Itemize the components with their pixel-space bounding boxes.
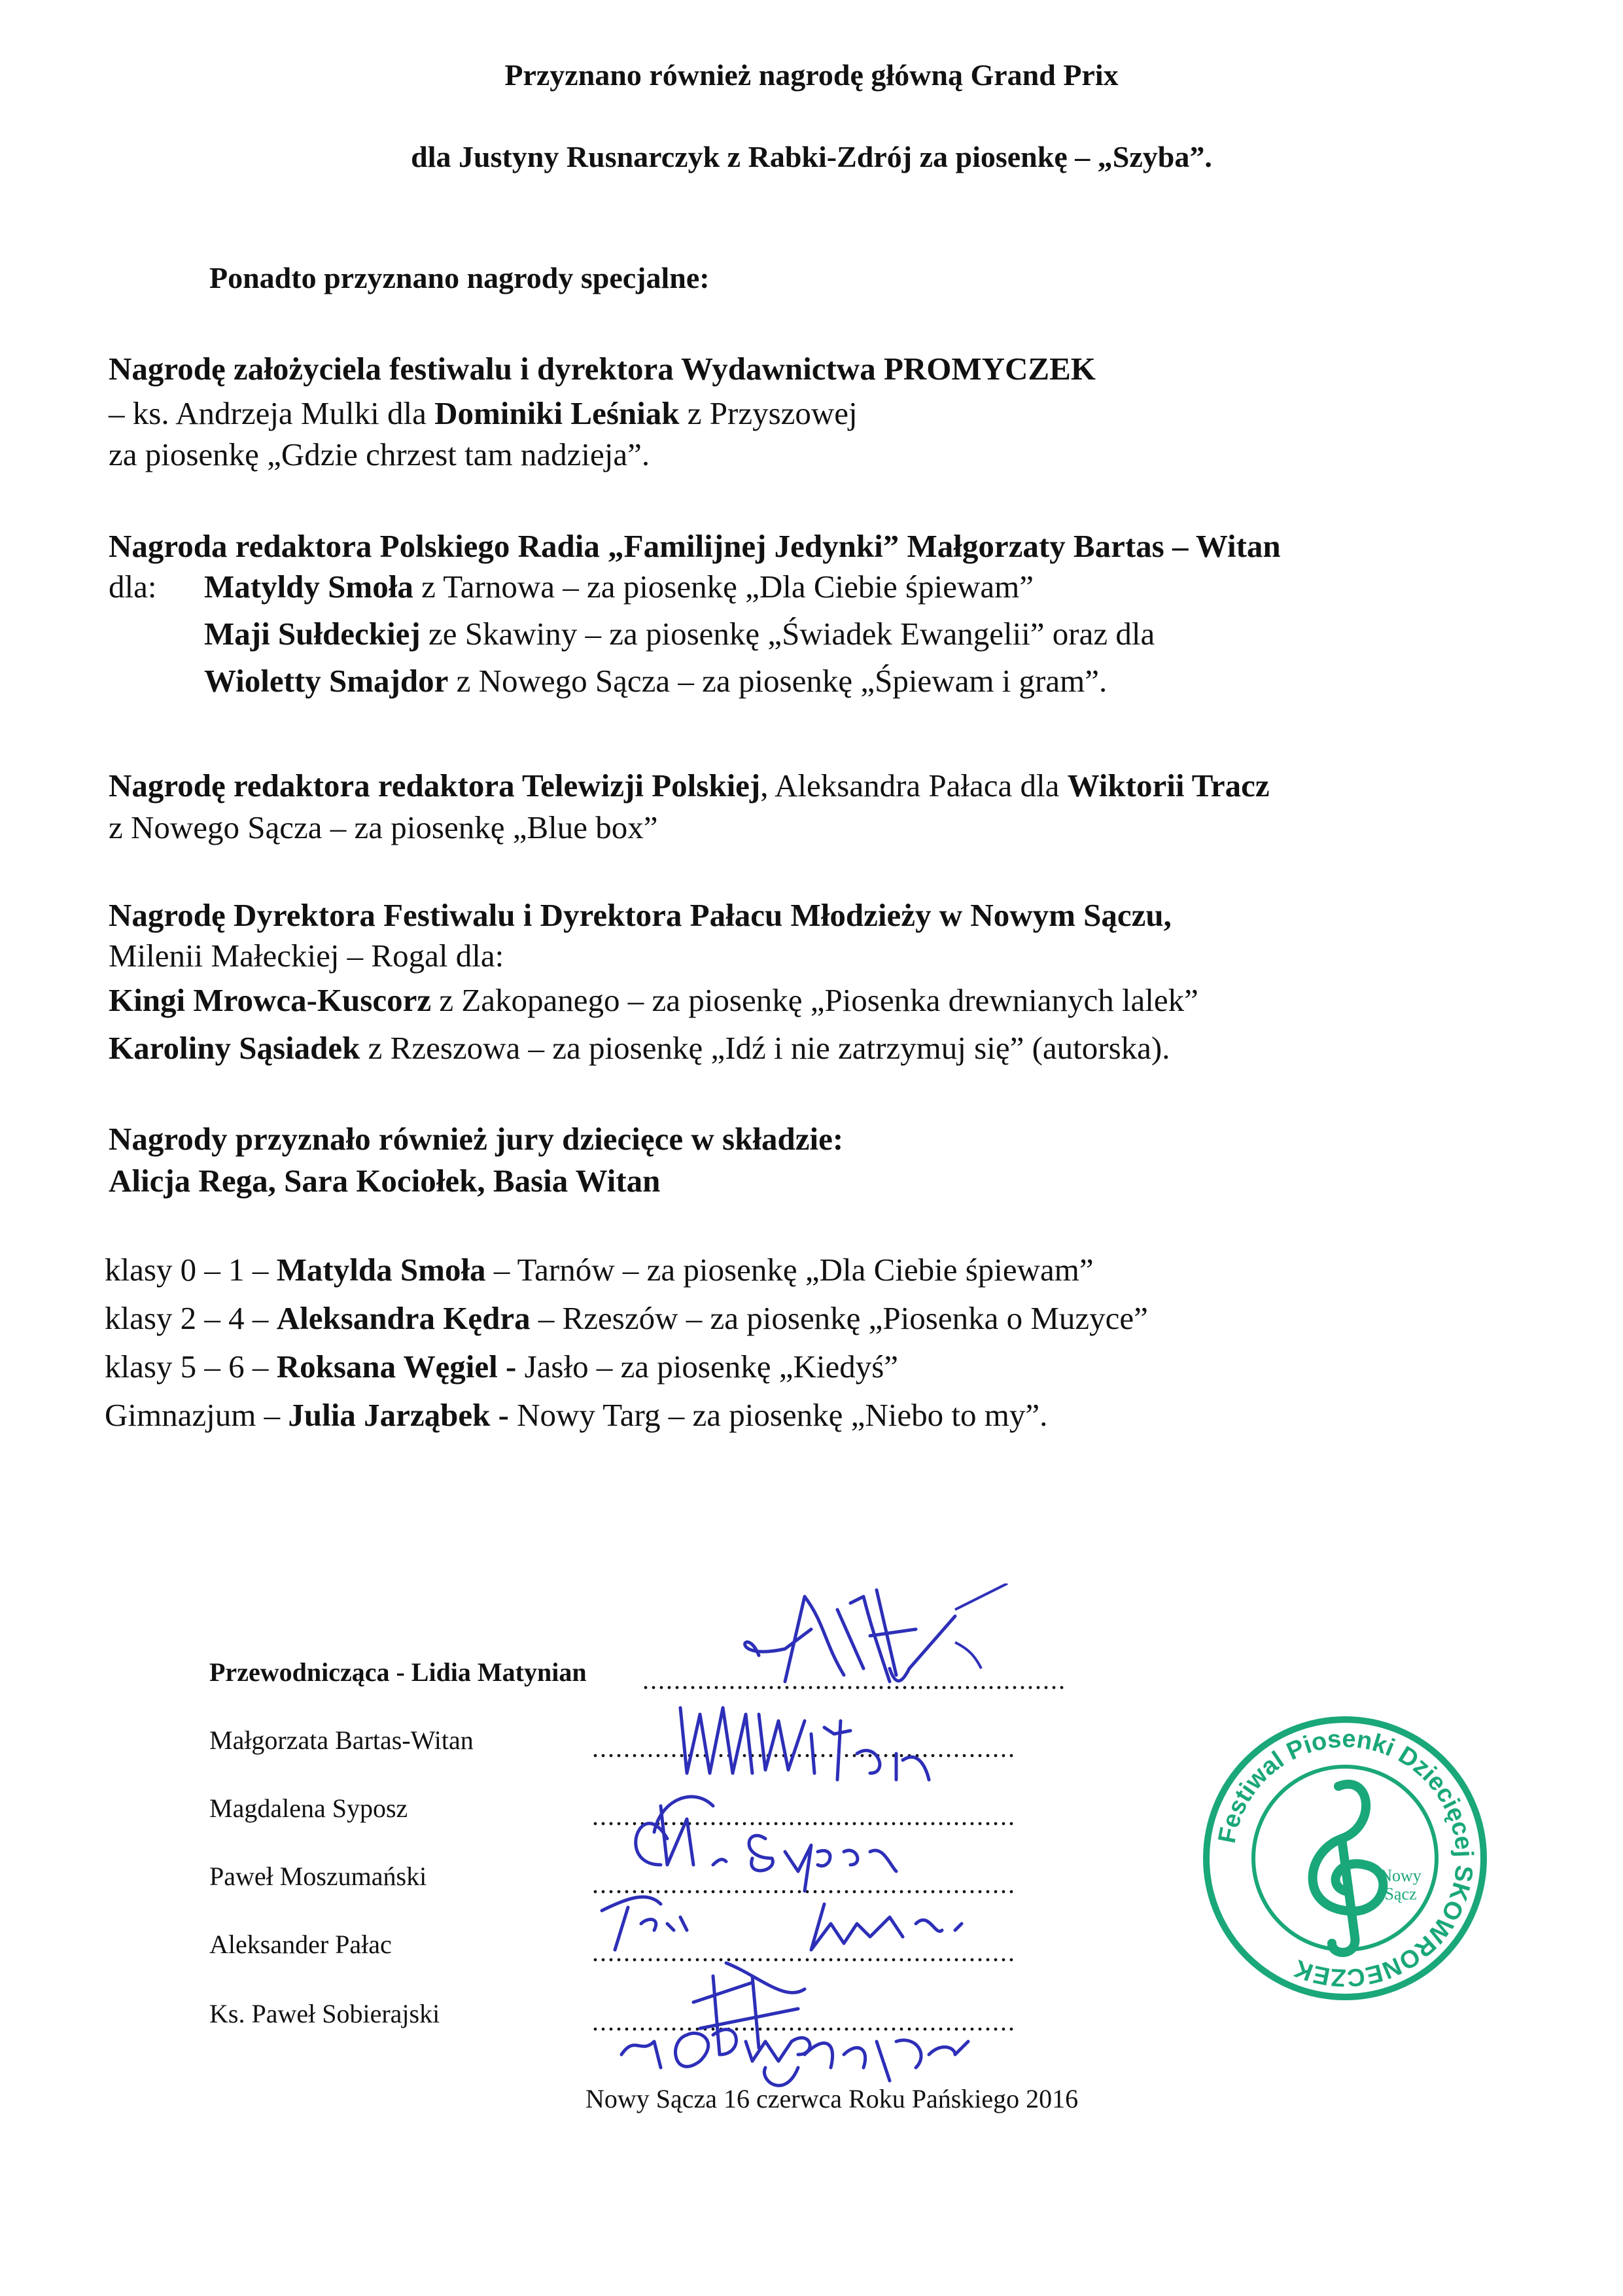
handwritten-signatures: [589, 1583, 1112, 2094]
award4-winner2: Karoliny Sąsiadek z Rzeszowa – za piosenkę „Idź i nie zatrzymuj się” (autorska).: [109, 1030, 1170, 1066]
signature-line: ......................................................: [592, 1937, 1016, 1967]
award4-title: Nagrodę Dyrektora Festiwalu i Dyrektora Pałacu Młodzieży w Nowym Sączu,: [109, 897, 1172, 933]
signature-line: ......................................................: [592, 1801, 1016, 1831]
place-and-date: Nowy Sącza 16 czerwca Roku Pańskiego 2016: [585, 2084, 1079, 2113]
award3-title: Nagrodę redaktora redaktora Telewizji Polskiej, Aleksandra Pałaca dla Wiktorii Tracz: [109, 768, 1270, 804]
grand-prix-line-2: dla Justyny Rusnarczyk z Rabki-Zdrój za piosenkę – „Szyba”.: [411, 140, 1212, 173]
award4-line2: Milenii Małeckiej – Rogal dla:: [109, 938, 504, 974]
kids-award-row: klasy 5 – 6 – Roksana Węgiel - Jasło – za piosenkę „Kiedyś”: [105, 1349, 899, 1385]
jury-member: Magdalena Syposz: [209, 1793, 408, 1823]
kids-jury-members: Alicja Rega, Sara Kociołek, Basia Witan: [109, 1163, 661, 1199]
kids-award-row: klasy 2 – 4 – Aleksandra Kędra – Rzeszów – za piosenkę „Piosenka o Muzyce”: [105, 1300, 1148, 1336]
award4-winner1: Kingi Mrowca-Kuscorz z Zakopanego – za piosenkę „Piosenka drewnianych lalek”: [109, 982, 1198, 1018]
kids-award-row: Gimnazjum – Julia Jarząbek - Nowy Targ – za piosenkę „Niebo to my”.: [105, 1397, 1048, 1433]
jury-member: Paweł Moszumański: [209, 1862, 427, 1891]
grand-prix-line-1: Przyznano również nagrodę główną Grand Prix: [504, 58, 1119, 92]
jury-member-chair: Przewodnicząca - Lidia Matynian: [209, 1657, 587, 1687]
kids-jury-title: Nagrody przyznało również jury dziecięce w składzie:: [109, 1121, 844, 1157]
award1-title: Nagrodę założyciela festiwalu i dyrektora Wydawnictwa PROMYCZEK: [109, 351, 1096, 387]
stamp-ring-text: Festiwal Piosenki Dziecięcej SKOWRONECZEK: [1213, 1725, 1478, 1992]
signature-line: ......................................................: [592, 1869, 1016, 1899]
award3-line2: z Nowego Sącza – za piosenkę „Blue box”: [109, 809, 658, 845]
award2-winner1: Matyldy Smoła z Tarnowa – za piosenkę „Dla Ciebie śpiewam”: [204, 569, 1034, 605]
award2-winner3: Wioletty Smajdor z Nowego Sącza – za piosenkę „Śpiewam i gram”.: [204, 663, 1108, 699]
award2-dla: dla:: [109, 569, 157, 605]
award1-line2: – ks. Andrzeja Mulki dla Dominiki Leśniak z Przyszowej: [109, 395, 858, 431]
signature-line: ......................................................: [642, 1665, 1066, 1695]
award2-title: Nagroda redaktora Polskiego Radia „Familijnej Jedynki” Małgorzaty Bartas – Witan: [109, 528, 1281, 564]
jury-member: Ks. Paweł Sobierajski: [209, 1999, 440, 2028]
award1-line3: za piosenkę „Gdzie chrzest tam nadzieja”.: [109, 436, 650, 472]
kids-award-row: klasy 0 – 1 – Matylda Smoła – Tarnów – za piosenkę „Dla Ciebie śpiewam”: [105, 1252, 1094, 1288]
special-awards-intro: Ponadto przyznano nagrody specjalne:: [209, 261, 710, 294]
award2-winner2: Maji Sułdeckiej ze Skawiny – za piosenkę „Świadek Ewangelii” oraz dla: [204, 616, 1155, 652]
signature-line: ......................................................: [592, 1733, 1016, 1763]
jury-member: Małgorzata Bartas-Witan: [209, 1725, 474, 1755]
treble-clef-icon: [1313, 1784, 1384, 1952]
jury-member: Aleksander Pałac: [209, 1930, 392, 1959]
signature-line: ......................................................: [592, 2007, 1016, 2036]
award1-winner: Dominiki Leśniak: [434, 395, 680, 431]
stamp-place: Nowy Sącz: [1380, 1866, 1422, 1903]
festival-stamp: [1201, 1714, 1489, 2002]
